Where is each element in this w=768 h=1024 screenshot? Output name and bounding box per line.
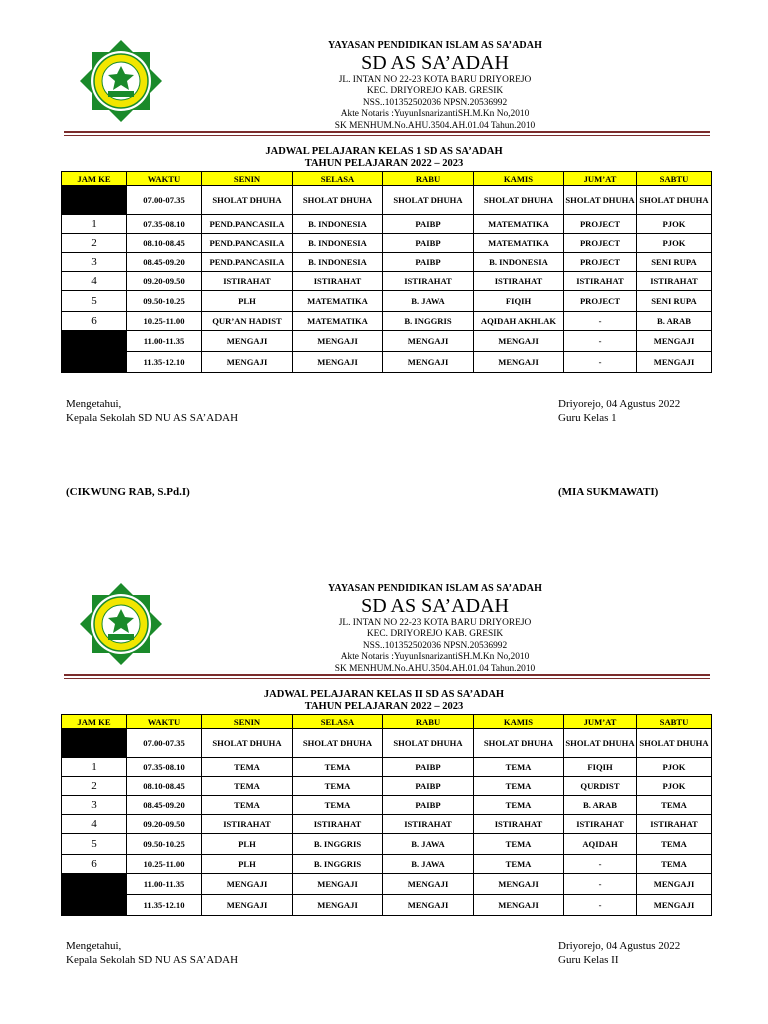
subject-cell: PJOK <box>637 215 712 234</box>
subject-cell: MATEMATIKA <box>474 234 564 253</box>
schedule-year-2: TAHUN PELAJARAN 2022 – 2023 <box>304 701 464 712</box>
time-cell: 10.25-11.00 <box>127 855 202 874</box>
subject-cell: MENGAJI <box>637 331 712 352</box>
table-row <box>62 777 712 796</box>
header-rule <box>64 131 710 133</box>
subject-cell: MENGAJI <box>637 352 712 373</box>
time-cell: 09.20-09.50 <box>127 272 202 291</box>
subject-cell: SHOLAT DHUHA <box>474 186 564 215</box>
subject-cell: TEMA <box>637 834 712 855</box>
subject-cell: TEMA <box>202 777 293 796</box>
subject-cell: PROJECT <box>564 291 637 312</box>
column-header: JAM KE <box>62 172 127 186</box>
schedule-title-2: JADWAL PELAJARAN KELAS II SD AS SA’ADAH <box>263 689 505 700</box>
table-row <box>62 291 712 312</box>
subject-cell: SHOLAT DHUHA <box>637 186 712 215</box>
school-logo-2 <box>78 581 164 667</box>
subject-cell: ISTIRAHAT <box>637 272 712 291</box>
subject-cell: SHOLAT DHUHA <box>202 729 293 758</box>
subject-cell: - <box>564 895 637 916</box>
subject-cell: TEMA <box>637 855 712 874</box>
header-rule <box>64 674 710 676</box>
schedule-table-kelas-2 <box>61 714 712 916</box>
time-cell: 11.00-11.35 <box>127 874 202 895</box>
subject-cell: ISTIRAHAT <box>383 272 474 291</box>
subject-cell: SHOLAT DHUHA <box>383 186 474 215</box>
column-header: WAKTU <box>127 172 202 186</box>
subject-cell: TEMA <box>474 855 564 874</box>
subject-cell: SHOLAT DHUHA <box>564 729 637 758</box>
subject-cell: TEMA <box>637 796 712 815</box>
table-row <box>62 186 712 215</box>
blacked-out-cell <box>62 729 127 758</box>
column-header: KAMIS <box>474 172 564 186</box>
period-number: 6 <box>62 312 127 331</box>
subject-cell: PJOK <box>637 777 712 796</box>
subject-cell: PLH <box>202 291 293 312</box>
subject-cell: - <box>564 312 637 331</box>
subject-cell: MENGAJI <box>202 895 293 916</box>
principal-name: (CIKWUNG RAB, S.Pd.I) <box>66 486 190 498</box>
subject-cell: - <box>564 331 637 352</box>
subject-cell: TEMA <box>293 796 383 815</box>
subject-cell: PAIBP <box>383 215 474 234</box>
subject-cell: B. INDONESIA <box>293 253 383 272</box>
place-date: Driyorejo, 04 Agustus 2022 <box>558 940 681 952</box>
period-number: 1 <box>62 215 127 234</box>
place-date: Driyorejo, 04 Agustus 2022 <box>558 398 681 410</box>
schedule-table-kelas-1 <box>61 171 712 373</box>
subject-cell: MATEMATIKA <box>293 291 383 312</box>
subject-cell: ISTIRAHAT <box>637 815 712 834</box>
header-rule-thin <box>64 135 710 136</box>
sk-menhum: SK MENHUM.No.AHU.3504.AH.01.04 Tahun.2010 <box>334 663 536 674</box>
address-line-2: KEC. DRIYOREJO KAB. GRESIK <box>366 629 504 639</box>
schedule-year-1: TAHUN PELAJARAN 2022 – 2023 <box>304 158 464 169</box>
table-row <box>62 272 712 291</box>
subject-cell: TEMA <box>293 777 383 796</box>
time-cell: 08.10-08.45 <box>127 777 202 796</box>
column-header: SELASA <box>293 715 383 729</box>
subject-cell: PAIBP <box>383 758 474 777</box>
subject-cell: ISTIRAHAT <box>383 815 474 834</box>
time-cell: 11.00-11.35 <box>127 331 202 352</box>
subject-cell: B. INDONESIA <box>293 215 383 234</box>
subject-cell: PEND.PANCASILA <box>202 253 293 272</box>
subject-cell: MENGAJI <box>383 331 474 352</box>
period-number: 2 <box>62 234 127 253</box>
right-signature-block-1 <box>558 397 680 425</box>
period-number: 4 <box>62 815 127 834</box>
time-cell: 10.25-11.00 <box>127 312 202 331</box>
subject-cell: MENGAJI <box>637 895 712 916</box>
table-row <box>62 834 712 855</box>
subject-cell: B. ARAB <box>637 312 712 331</box>
subject-cell: AQIDAH AKHLAK <box>474 312 564 331</box>
subject-cell: MENGAJI <box>474 331 564 352</box>
period-number: 3 <box>62 253 127 272</box>
subject-cell: - <box>564 352 637 373</box>
subject-cell: SENI RUPA <box>637 291 712 312</box>
letterhead-2 <box>250 583 620 675</box>
teacher-title: Guru Kelas 1 <box>558 412 617 424</box>
column-header: JUM’AT <box>564 172 637 186</box>
school-name: SD AS SA’ADAH <box>361 51 509 74</box>
table-row <box>62 874 712 895</box>
address-line-1: JL. INTAN NO 22-23 KOTA BARU DRIYOREJO <box>338 74 532 85</box>
left-signature-block-2 <box>66 939 238 967</box>
teacher-title: Guru Kelas II <box>558 954 619 966</box>
time-cell: 11.35-12.10 <box>127 352 202 373</box>
subject-cell: ISTIRAHAT <box>474 815 564 834</box>
subject-cell: PLH <box>202 855 293 874</box>
subject-cell: MENGAJI <box>383 352 474 373</box>
column-header: KAMIS <box>474 715 564 729</box>
subject-cell: PLH <box>202 834 293 855</box>
subject-cell: TEMA <box>474 777 564 796</box>
time-cell: 09.50-10.25 <box>127 834 202 855</box>
time-cell: 11.35-12.10 <box>127 895 202 916</box>
table-row <box>62 234 712 253</box>
subject-cell: ISTIRAHAT <box>293 815 383 834</box>
subject-cell: SENI RUPA <box>637 253 712 272</box>
subject-cell: B. INGGRIS <box>293 834 383 855</box>
time-cell: 07.00-07.35 <box>127 186 202 215</box>
table-header-row <box>62 172 712 186</box>
subject-cell: FIQIH <box>474 291 564 312</box>
subject-cell: MENGAJI <box>474 352 564 373</box>
table-header-row <box>62 715 712 729</box>
table-row <box>62 352 712 373</box>
subject-cell: MENGAJI <box>383 874 474 895</box>
schedule-title-1: JADWAL PELAJARAN KELAS 1 SD AS SA’ADAH <box>265 146 503 157</box>
subject-cell: B. JAWA <box>383 834 474 855</box>
table-row <box>62 855 712 874</box>
blacked-out-cell <box>62 331 127 373</box>
akte-notaris: Akte Notaris :YuyunIsnarizantiSH.M.Kn No,2010 <box>340 652 530 662</box>
nss-npsn: NSS..101352502036 NPSN.20536992 <box>362 640 508 651</box>
column-header: SENIN <box>202 172 293 186</box>
subject-cell: TEMA <box>293 758 383 777</box>
subject-cell: MENGAJI <box>293 352 383 373</box>
school-name: SD AS SA’ADAH <box>361 594 509 617</box>
table-row <box>62 253 712 272</box>
column-header: RABU <box>383 715 474 729</box>
subject-cell: TEMA <box>474 834 564 855</box>
table-row <box>62 895 712 916</box>
subject-cell: ISTIRAHAT <box>564 272 637 291</box>
subject-cell: SHOLAT DHUHA <box>564 186 637 215</box>
subject-cell: ISTIRAHAT <box>202 272 293 291</box>
table-row <box>62 215 712 234</box>
column-header: SABTU <box>637 715 712 729</box>
column-header: WAKTU <box>127 715 202 729</box>
subject-cell: PAIBP <box>383 253 474 272</box>
subject-cell: - <box>564 855 637 874</box>
akte-notaris: Akte Notaris :YuyunIsnarizantiSH.M.Kn No,2010 <box>340 109 530 119</box>
column-header: JUM’AT <box>564 715 637 729</box>
subject-cell: B. JAWA <box>383 855 474 874</box>
time-cell: 09.20-09.50 <box>127 815 202 834</box>
period-number: 3 <box>62 796 127 815</box>
period-number: 1 <box>62 758 127 777</box>
subject-cell: B. JAWA <box>383 291 474 312</box>
time-cell: 08.45-09.20 <box>127 796 202 815</box>
subject-cell: ISTIRAHAT <box>293 272 383 291</box>
subject-cell: PEND.PANCASILA <box>202 234 293 253</box>
table-row <box>62 312 712 331</box>
subject-cell: QUR’AN HADIST <box>202 312 293 331</box>
subject-cell: MENGAJI <box>202 874 293 895</box>
period-number: 4 <box>62 272 127 291</box>
principal-title: Kepala Sekolah SD NU AS SA’ADAH <box>66 412 239 424</box>
subject-cell: MATEMATIKA <box>474 215 564 234</box>
subject-cell: PROJECT <box>564 253 637 272</box>
time-cell: 07.35-08.10 <box>127 758 202 777</box>
subject-cell: PAIBP <box>383 234 474 253</box>
time-cell: 08.10-08.45 <box>127 234 202 253</box>
subject-cell: PEND.PANCASILA <box>202 215 293 234</box>
subject-cell: B. ARAB <box>564 796 637 815</box>
header-rule-thin <box>64 678 710 679</box>
subject-cell: PJOK <box>637 758 712 777</box>
subject-cell: SHOLAT DHUHA <box>637 729 712 758</box>
time-cell: 07.00-07.35 <box>127 729 202 758</box>
subject-cell: MENGAJI <box>637 874 712 895</box>
subject-cell: PAIBP <box>383 777 474 796</box>
left-signature-block-1 <box>66 397 238 425</box>
foundation-name: YAYASAN PENDIDIKAN ISLAM AS SA’ADAH <box>328 40 542 51</box>
subject-cell: - <box>564 874 637 895</box>
subject-cell: ISTIRAHAT <box>564 815 637 834</box>
subject-cell: ISTIRAHAT <box>474 272 564 291</box>
subject-cell: FIQIH <box>564 758 637 777</box>
table-row <box>62 796 712 815</box>
right-signature-block-2 <box>558 939 680 967</box>
nss-npsn: NSS..101352502036 NPSN.20536992 <box>362 97 508 108</box>
column-header: JAM KE <box>62 715 127 729</box>
subject-cell: TEMA <box>474 796 564 815</box>
subject-cell: B. INGGRIS <box>383 312 474 331</box>
subject-cell: B. INGGRIS <box>293 855 383 874</box>
subject-cell: MENGAJI <box>293 895 383 916</box>
school-logo-1 <box>78 38 164 124</box>
column-header: SELASA <box>293 172 383 186</box>
subject-cell: PAIBP <box>383 796 474 815</box>
foundation-name: YAYASAN PENDIDIKAN ISLAM AS SA’ADAH <box>328 583 542 594</box>
period-number: 6 <box>62 855 127 874</box>
letterhead-1 <box>250 40 620 132</box>
subject-cell: TEMA <box>202 758 293 777</box>
subject-cell: PROJECT <box>564 234 637 253</box>
sk-menhum: SK MENHUM.No.AHU.3504.AH.01.04 Tahun.2010 <box>334 120 536 131</box>
subject-cell: SHOLAT DHUHA <box>293 729 383 758</box>
subject-cell: MENGAJI <box>474 874 564 895</box>
subject-cell: SHOLAT DHUHA <box>202 186 293 215</box>
column-header: RABU <box>383 172 474 186</box>
principal-title: Kepala Sekolah SD NU AS SA’ADAH <box>66 954 239 966</box>
subject-cell: MENGAJI <box>383 895 474 916</box>
subject-cell: SHOLAT DHUHA <box>383 729 474 758</box>
period-number: 5 <box>62 291 127 312</box>
subject-cell: MENGAJI <box>293 331 383 352</box>
subject-cell: PJOK <box>637 234 712 253</box>
period-number: 5 <box>62 834 127 855</box>
period-number: 2 <box>62 777 127 796</box>
address-line-1: JL. INTAN NO 22-23 KOTA BARU DRIYOREJO <box>338 617 532 628</box>
address-line-2: KEC. DRIYOREJO KAB. GRESIK <box>366 86 504 96</box>
subject-cell: AQIDAH <box>564 834 637 855</box>
table-row <box>62 758 712 777</box>
subject-cell: SHOLAT DHUHA <box>293 186 383 215</box>
subject-cell: PROJECT <box>564 215 637 234</box>
subject-cell: MATEMATIKA <box>293 312 383 331</box>
subject-cell: ISTIRAHAT <box>202 815 293 834</box>
subject-cell: TEMA <box>202 796 293 815</box>
subject-cell: MENGAJI <box>202 352 293 373</box>
table-row <box>62 729 712 758</box>
mengetahui-label: Mengetahui, <box>66 398 122 410</box>
column-header: SENIN <box>202 715 293 729</box>
subject-cell: MENGAJI <box>202 331 293 352</box>
subject-cell: B. INDONESIA <box>474 253 564 272</box>
table-row <box>62 331 712 352</box>
blacked-out-cell <box>62 874 127 916</box>
table-row <box>62 815 712 834</box>
teacher-name: (MIA SUKMAWATI) <box>558 486 659 498</box>
time-cell: 08.45-09.20 <box>127 253 202 272</box>
time-cell: 07.35-08.10 <box>127 215 202 234</box>
time-cell: 09.50-10.25 <box>127 291 202 312</box>
subject-cell: QURDIST <box>564 777 637 796</box>
subject-cell: MENGAJI <box>474 895 564 916</box>
subject-cell: SHOLAT DHUHA <box>474 729 564 758</box>
subject-cell: TEMA <box>474 758 564 777</box>
mengetahui-label: Mengetahui, <box>66 940 122 952</box>
blacked-out-cell <box>62 186 127 215</box>
subject-cell: MENGAJI <box>293 874 383 895</box>
subject-cell: B. INDONESIA <box>293 234 383 253</box>
column-header: SABTU <box>637 172 712 186</box>
